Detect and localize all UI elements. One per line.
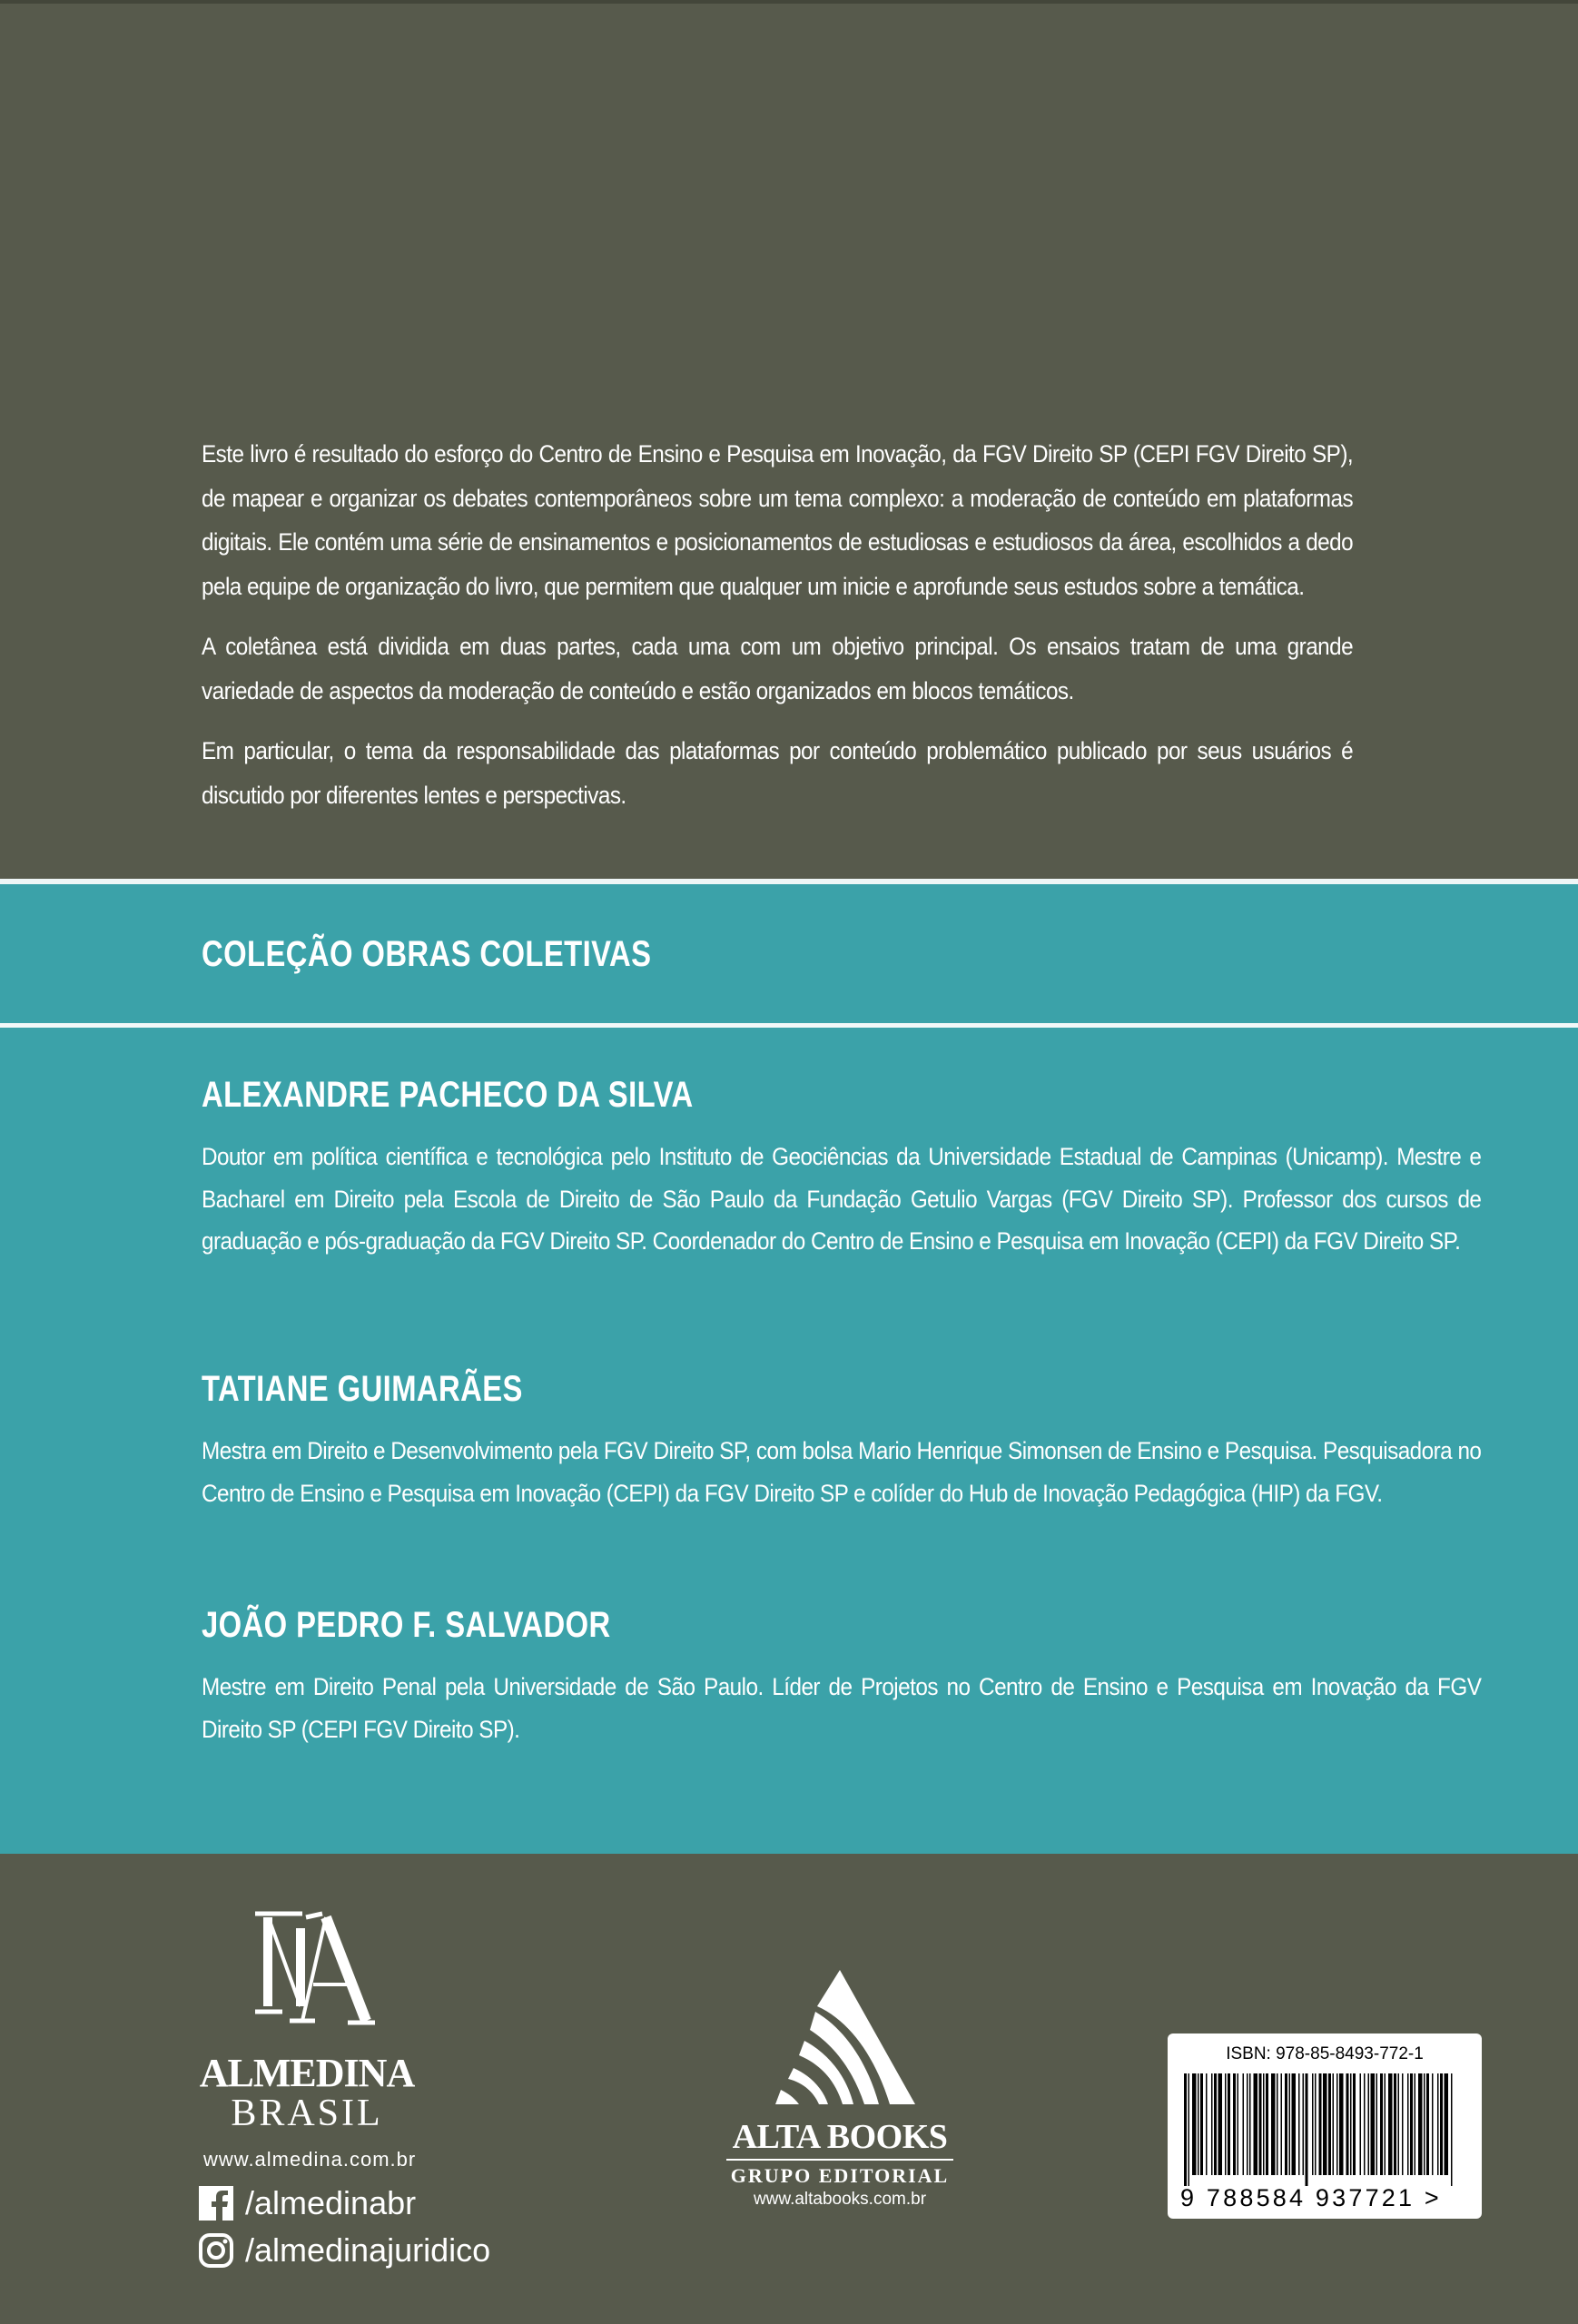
barcode-bar bbox=[1192, 2073, 1197, 2175]
author-entry bbox=[202, 1075, 1481, 1369]
barcode-bar bbox=[1410, 2073, 1413, 2175]
barcode-bar bbox=[1432, 2073, 1434, 2175]
barcode-digits: 9 788584 937721 > bbox=[1180, 2184, 1442, 2211]
top-border bbox=[0, 0, 1578, 4]
author-list bbox=[202, 1075, 1481, 1750]
altabooks-name: ALTA BOOKS bbox=[732, 2118, 948, 2156]
barcode-bar bbox=[1398, 2073, 1400, 2175]
barcode-bar bbox=[1376, 2073, 1378, 2175]
intro-text bbox=[202, 432, 1353, 833]
barcode-bar bbox=[1394, 2073, 1396, 2175]
barcode-bar bbox=[1315, 2073, 1317, 2175]
barcode-bar bbox=[1198, 2073, 1199, 2175]
barcode-bar bbox=[1266, 2073, 1268, 2175]
facebook-icon bbox=[198, 2185, 234, 2221]
intro-paragraph-1: Este livro é resultado do esforço do Centro de Ensino e Pesquisa em Inovação, da FGV Direito SP (CEPI FGV Direito SP), de mapear e organizar os debates contemporâneos sobre um tema complexo: a moderação de conteúdo em plataformas digitais. Ele contém uma série de ensinamentos e posicionamentos de estudiosas e estudiosos da área, escolhidos a dedo pela equipe de organização do livro, que permitem que qualquer um inicie e aprofunde seus estudos sobre a temática. bbox=[202, 440, 1354, 600]
barcode-bar bbox=[1289, 2073, 1291, 2175]
barcode-bar bbox=[1303, 2073, 1305, 2175]
collection-title: COLEÇÃO OBRAS COLETIVAS bbox=[202, 934, 652, 974]
author-bio: Mestra em Direito e Desenvolvimento pela FGV Direito SP, com bolsa Mario Henrique Simonsen de Ensino e Pesquisa. Pesquisadora no Centro de Ensino e Pesquisa em Inovação (CEPI) da FGV Direito SP e colíder do Hub de Inovação Pedagógica (HIP) da FGV. bbox=[202, 1437, 1482, 1507]
barcode-bar bbox=[1277, 2073, 1278, 2175]
barcode-bar bbox=[1437, 2073, 1439, 2175]
barcode-bar bbox=[1336, 2073, 1338, 2175]
author-entry bbox=[202, 1605, 1481, 1750]
barcode-bars bbox=[1180, 2073, 1469, 2186]
band-divider bbox=[0, 1023, 1578, 1028]
barcode-bar bbox=[1424, 2073, 1425, 2175]
almedina-website: www.almedina.com.br bbox=[203, 2148, 417, 2171]
barcode-bar bbox=[1259, 2073, 1262, 2175]
publisher-footer bbox=[0, 1854, 1578, 2324]
barcode-bar bbox=[1298, 2073, 1300, 2175]
barcode-bar bbox=[1339, 2073, 1344, 2175]
barcode-bar bbox=[1243, 2073, 1245, 2175]
author-bio: Doutor em política científica e tecnológica pelo Instituto de Geociências da Universidade Estadual de Campinas (Unicamp). Mestre e Bacharel em Direito pela Escola de Direito de São Paulo da Fundação Getulio Vargas (FGV Direito SP). Professor dos cursos de graduação e pós-graduação da FGV Direito SP. Coordenador do Centro de Ensino e Pesquisa em Inovação (CEPI) da FGV Direito SP. bbox=[202, 1143, 1482, 1255]
barcode-bar bbox=[1371, 2073, 1376, 2175]
barcode-bar bbox=[1225, 2073, 1227, 2175]
barcode-bar bbox=[1214, 2073, 1217, 2175]
barcode-bar bbox=[1319, 2073, 1322, 2175]
intro-paragraph-3: Em particular, o tema da responsabilidade das plataformas por conteúdo problemático publicado por seus usuários é discutido por diferentes lentes e perspectivas. bbox=[202, 737, 1354, 809]
instagram-icon bbox=[198, 2232, 234, 2269]
barcode-bar bbox=[1218, 2073, 1223, 2175]
instagram-link[interactable] bbox=[198, 2231, 490, 2270]
barcode-bar bbox=[1328, 2073, 1331, 2175]
facebook-link[interactable] bbox=[198, 2184, 416, 2222]
author-name: ALEXANDRE PACHECO DA SILVA bbox=[202, 1075, 694, 1115]
isbn-barcode bbox=[1168, 2034, 1482, 2219]
barcode-bar bbox=[1426, 2073, 1429, 2175]
almedina-na-logo-icon bbox=[239, 1905, 375, 2041]
barcode-bar bbox=[1228, 2073, 1230, 2175]
barcode-bar bbox=[1271, 2073, 1276, 2175]
author-name: TATIANE GUIMARÃES bbox=[202, 1369, 523, 1409]
intro-paragraph-2: A coletânea está dividida em duas partes, cada uma com um objetivo principal. Os ensaios tratam de uma grande variedade de aspectos da moderação de conteúdo e estão organizados em blocos temáticos. bbox=[202, 633, 1354, 704]
barcode-bar bbox=[1333, 2073, 1335, 2175]
barcode-bar bbox=[1263, 2073, 1265, 2175]
alta-books-a-logo-icon bbox=[763, 1970, 917, 2106]
barcode-bar bbox=[1445, 2073, 1449, 2175]
barcode-bar bbox=[1306, 2073, 1308, 2186]
barcode-bar bbox=[1285, 2073, 1287, 2175]
barcode-bar bbox=[1184, 2073, 1187, 2186]
authors-band bbox=[0, 879, 1578, 1854]
barcode-bar bbox=[1188, 2073, 1190, 2186]
barcode-bar bbox=[1388, 2073, 1393, 2175]
barcode-bar bbox=[1312, 2073, 1314, 2175]
barcode-bar bbox=[1350, 2073, 1352, 2175]
barcode-bar bbox=[1364, 2073, 1366, 2175]
barcode-bar bbox=[1323, 2073, 1327, 2175]
facebook-handle: /almedinabr bbox=[245, 2184, 417, 2221]
barcode-bar bbox=[1440, 2073, 1443, 2175]
barcode-bar bbox=[1254, 2073, 1258, 2175]
author-bio: Mestre em Direito Penal pela Universidade de São Paulo. Líder de Projetos no Centro de Ensino e Pesquisa em Inovação da FGV Direito SP (CEPI FGV Direito SP). bbox=[202, 1673, 1482, 1743]
barcode-bar bbox=[1402, 2073, 1404, 2175]
barcode-bar bbox=[1247, 2073, 1248, 2175]
author-name: JOÃO PEDRO F. SALVADOR bbox=[202, 1605, 611, 1645]
barcode-bar bbox=[1451, 2073, 1453, 2186]
almedina-subtitle: BRASIL bbox=[231, 2093, 383, 2134]
barcode-bar bbox=[1418, 2073, 1423, 2175]
barcode-bar bbox=[1360, 2073, 1362, 2175]
barcode-bar bbox=[1292, 2073, 1297, 2175]
barcode-bar bbox=[1238, 2073, 1239, 2175]
almedina-name: ALMEDINA bbox=[199, 2051, 415, 2095]
barcode-bar bbox=[1233, 2073, 1236, 2175]
altabooks-block bbox=[717, 1970, 962, 2210]
author-entry bbox=[202, 1369, 1481, 1605]
barcode-bar bbox=[1380, 2073, 1383, 2175]
isbn-label: ISBN: 978-85-8493-772-1 bbox=[1226, 2044, 1424, 2063]
altabooks-website: www.altabooks.com.br bbox=[753, 2190, 927, 2209]
barcode-bar bbox=[1385, 2073, 1386, 2175]
barcode-bar bbox=[1211, 2073, 1213, 2175]
barcode-bar bbox=[1407, 2073, 1409, 2175]
barcode-bar bbox=[1353, 2073, 1356, 2175]
barcode-bar bbox=[1249, 2073, 1251, 2175]
barcode-bar bbox=[1415, 2073, 1416, 2175]
barcode-bar bbox=[1346, 2073, 1349, 2175]
barcode-bar bbox=[1206, 2073, 1208, 2175]
barcode-bar bbox=[1200, 2073, 1203, 2175]
altabooks-subtitle: GRUPO EDITORIAL bbox=[730, 2164, 950, 2187]
instagram-handle: /almedinajuridico bbox=[245, 2231, 491, 2269]
barcode-bar bbox=[1281, 2073, 1283, 2175]
altabooks-rule bbox=[726, 2159, 953, 2161]
barcode-bar bbox=[1368, 2073, 1370, 2175]
